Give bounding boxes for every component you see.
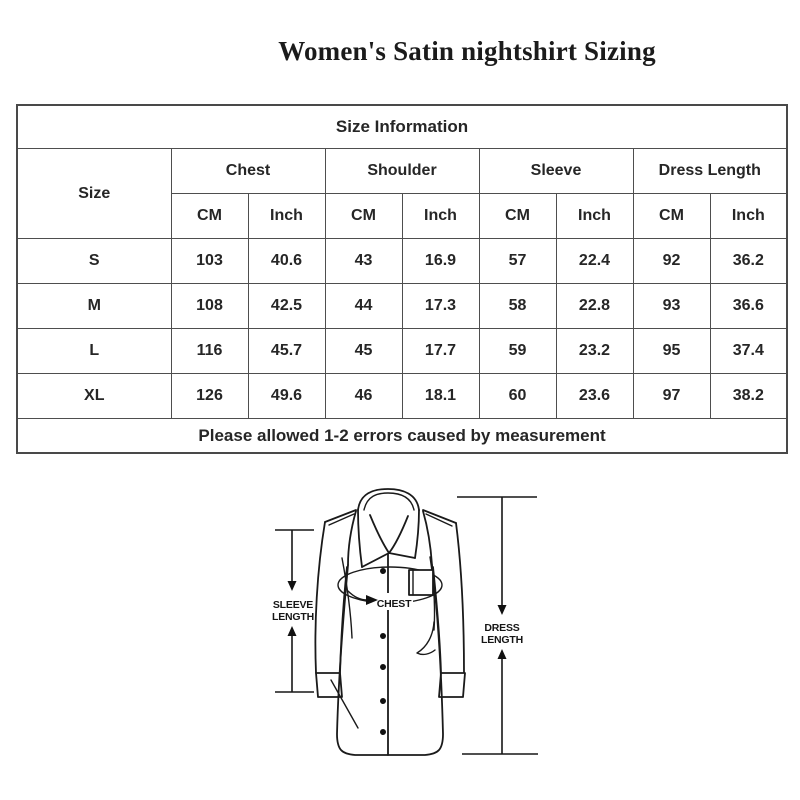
shoulder-line-right [423, 510, 456, 523]
value-cell: 108 [171, 284, 248, 329]
value-cell: 58 [479, 284, 556, 329]
table-row-l [17, 329, 787, 374]
nightshirt-drawing [315, 489, 465, 755]
button [380, 568, 386, 574]
size-cell: XL [17, 374, 171, 419]
group-header-sleeve: Sleeve [479, 149, 633, 194]
value-cell: 22.8 [556, 284, 633, 329]
footnote-cell: Please allowed 1-2 errors caused by measurement [17, 419, 787, 454]
value-cell: 37.4 [710, 329, 787, 374]
unit-header-cm: CM [633, 194, 710, 239]
sleeve-length-down-arrowhead-icon [288, 581, 297, 591]
fold-line-left-lower [331, 680, 358, 728]
unit-header-cm: CM [479, 194, 556, 239]
fold-curl-right [417, 622, 435, 654]
chest-annotation [338, 567, 442, 610]
size-cell: L [17, 329, 171, 374]
value-cell: 57 [479, 239, 556, 284]
value-cell: 59 [479, 329, 556, 374]
table-caption-row [17, 105, 787, 149]
nightshirt-measurement-diagram [230, 470, 570, 800]
value-cell: 22.4 [556, 239, 633, 284]
value-cell: 36.2 [710, 239, 787, 284]
value-cell: 40.6 [248, 239, 325, 284]
value-cell: 23.6 [556, 374, 633, 419]
button [380, 698, 386, 704]
value-cell: 18.1 [402, 374, 479, 419]
unit-header-inch: Inch [248, 194, 325, 239]
table-row-s [17, 239, 787, 284]
table-caption: Size Information [17, 105, 787, 149]
group-header-row [17, 149, 787, 194]
sleeve-length-up-arrowhead-icon [288, 626, 297, 636]
neckline-v-left [370, 515, 389, 553]
table-row-xl [17, 374, 787, 419]
sleeve-outer-left [315, 522, 325, 673]
value-cell: 49.6 [248, 374, 325, 419]
button [380, 664, 386, 670]
footnote-row [17, 419, 787, 454]
dress-length-annotation [457, 497, 538, 754]
sleeve-length-annotation [272, 530, 314, 692]
value-cell: 42.5 [248, 284, 325, 329]
value-cell: 16.9 [402, 239, 479, 284]
table-row-m [17, 284, 787, 329]
unit-header-cm: CM [171, 194, 248, 239]
sleeve-outer-right [456, 523, 464, 673]
collar-edge-left [358, 510, 362, 567]
size-cell: S [17, 239, 171, 284]
value-cell: 36.6 [710, 284, 787, 329]
value-cell: 23.2 [556, 329, 633, 374]
value-cell: 116 [171, 329, 248, 374]
value-cell: 17.3 [402, 284, 479, 329]
dress-length-label-line2: LENGTH [481, 634, 523, 646]
chest-label: CHEST [376, 598, 412, 610]
group-header-dress-length: Dress Length [633, 149, 787, 194]
value-cell: 103 [171, 239, 248, 284]
group-header-shoulder: Shoulder [325, 149, 479, 194]
button [380, 633, 386, 639]
value-cell: 46 [325, 374, 402, 419]
value-cell: 43 [325, 239, 402, 284]
value-cell: 92 [633, 239, 710, 284]
front-seam-left [348, 511, 356, 565]
unit-header-cm: CM [325, 194, 402, 239]
button [380, 729, 386, 735]
value-cell: 97 [633, 374, 710, 419]
group-header-chest: Chest [171, 149, 325, 194]
value-cell: 93 [633, 284, 710, 329]
value-cell: 44 [325, 284, 402, 329]
dress-length-down-arrowhead-icon [498, 605, 507, 615]
collar-edge-right [415, 510, 419, 558]
size-information-table [16, 104, 788, 454]
unit-header-inch: Inch [710, 194, 787, 239]
value-cell: 126 [171, 374, 248, 419]
size-cell: M [17, 284, 171, 329]
unit-header-inch: Inch [556, 194, 633, 239]
value-cell: 45.7 [248, 329, 325, 374]
collar-outer-arc [358, 489, 419, 510]
lapel-bottom-right [389, 553, 415, 558]
collar-inner-arc [364, 493, 414, 510]
page-title: Women's Satin nightshirt Sizing [278, 36, 656, 66]
unit-header-inch: Inch [402, 194, 479, 239]
value-cell: 38.2 [710, 374, 787, 419]
sleeve-length-label-line1: SLEEVE [272, 599, 314, 611]
value-cell: 45 [325, 329, 402, 374]
value-cell: 60 [479, 374, 556, 419]
value-cell: 17.7 [402, 329, 479, 374]
column-header-size: Size [17, 149, 171, 239]
cuff-right [439, 673, 465, 697]
dress-length-up-arrowhead-icon [498, 649, 507, 659]
lapel-bottom-left [362, 553, 389, 567]
value-cell: 95 [633, 329, 710, 374]
neckline-v-right [389, 516, 408, 553]
dress-length-label-line1: DRESS [484, 622, 520, 634]
sleeve-length-label-line2: LENGTH [272, 611, 314, 623]
